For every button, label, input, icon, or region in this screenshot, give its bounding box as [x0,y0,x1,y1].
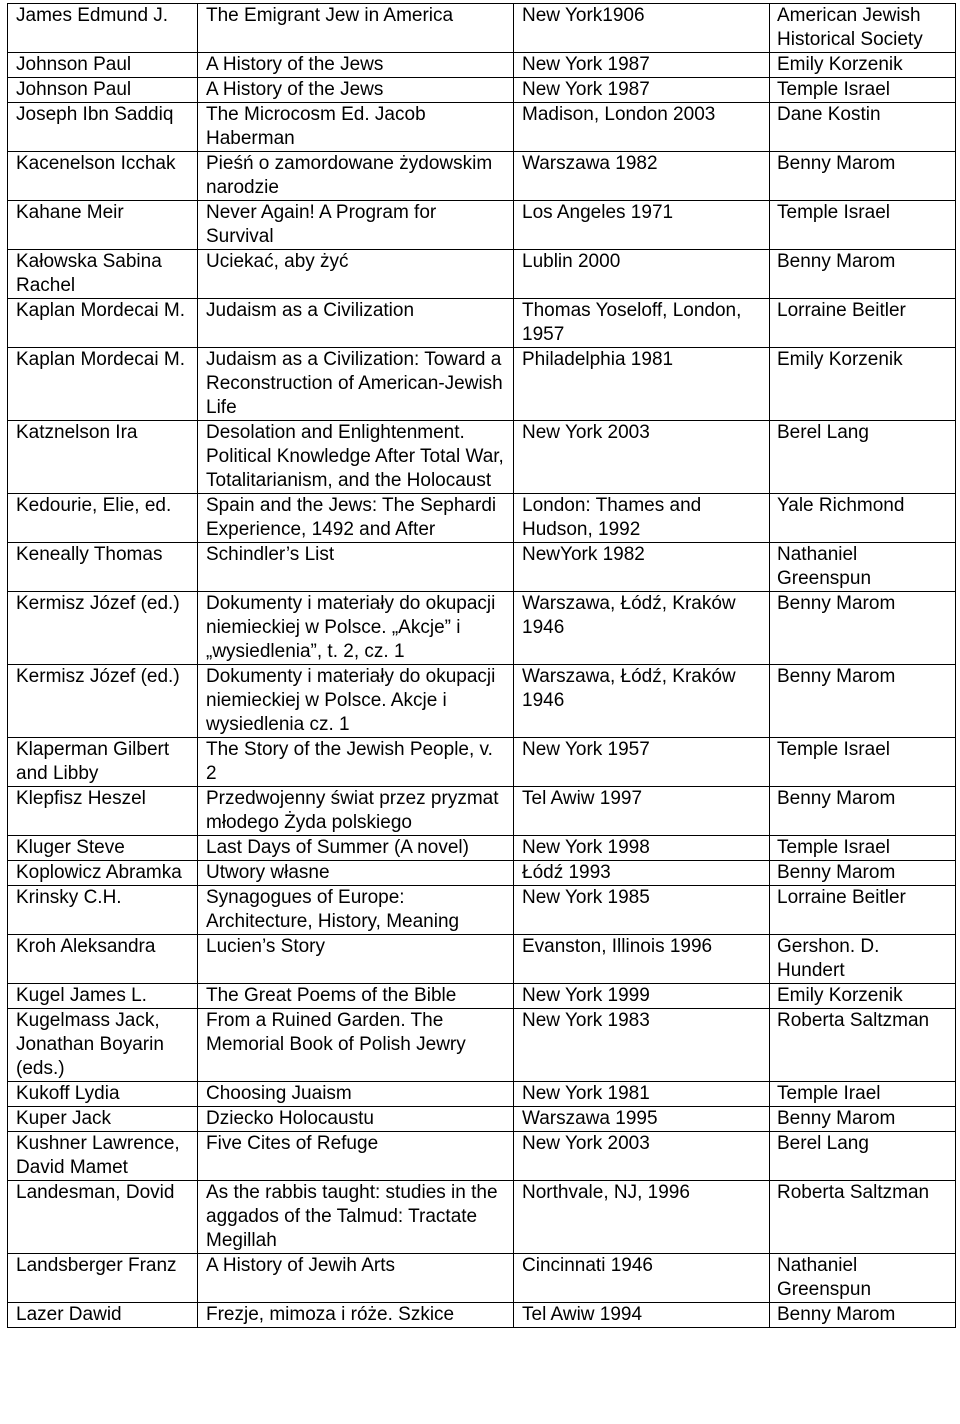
author-cell: James Edmund J. [8,4,198,53]
author-cell: Johnson Paul [8,53,198,78]
title-cell: Judaism as a Civilization [198,299,514,348]
table-row [8,53,956,78]
table-row [8,78,956,103]
publication-cell: Warszawa, Łódź, Kraków 1946 [514,665,770,738]
publication-cell: NewYork 1982 [514,543,770,592]
publication-cell: London: Thames and Hudson, 1992 [514,494,770,543]
publication-cell: Cincinnati 1946 [514,1254,770,1303]
publication-cell: Tel Awiw 1997 [514,787,770,836]
title-cell: Judaism as a Civilization: Toward a Reconstruction of American-Jewish Life [198,348,514,421]
table-row [8,4,956,53]
table-row [8,836,956,861]
table-row [8,201,956,250]
title-cell: Schindler’s List [198,543,514,592]
title-cell: A History of Jewih Arts [198,1254,514,1303]
author-cell: Landesman, Dovid [8,1181,198,1254]
author-cell: Landsberger Franz [8,1254,198,1303]
publication-cell: Tel Awiw 1994 [514,1303,770,1328]
author-cell: Kugel James L. [8,984,198,1009]
author-cell: Kushner Lawrence, David Mamet [8,1132,198,1181]
table-row [8,1107,956,1132]
title-cell: From a Ruined Garden. The Memorial Book of Polish Jewry [198,1009,514,1082]
donor-cell: Emily Korzenik [770,984,956,1009]
table-row [8,348,956,421]
publication-cell: New York1906 [514,4,770,53]
donor-cell: Temple Irael [770,1082,956,1107]
table-row [8,1181,956,1254]
donor-cell: Roberta Saltzman [770,1181,956,1254]
author-cell: Kahane Meir [8,201,198,250]
book-list-table [7,3,956,1328]
publication-cell: New York 1985 [514,886,770,935]
title-cell: Przedwojenny świat przez pryzmat młodego Żyda polskiego [198,787,514,836]
title-cell: As the rabbis taught: studies in the aggados of the Talmud: Tractate Megillah [198,1181,514,1254]
author-cell: Kuper Jack [8,1107,198,1132]
table-row [8,665,956,738]
publication-cell: New York 1981 [514,1082,770,1107]
donor-cell: Lorraine Beitler [770,886,956,935]
table-row [8,1254,956,1303]
author-cell: Krinsky C.H. [8,886,198,935]
donor-cell: Benny Marom [770,152,956,201]
donor-cell: Yale Richmond [770,494,956,543]
title-cell: Desolation and Enlightenment. Political Knowledge After Total War, Totalitarianism, and the Holocaust [198,421,514,494]
donor-cell: Berel Lang [770,421,956,494]
donor-cell: Lorraine Beitler [770,299,956,348]
donor-cell: Temple Israel [770,201,956,250]
publication-cell: Evanston, Illinois 1996 [514,935,770,984]
title-cell: Synagogues of Europe: Architecture, History, Meaning [198,886,514,935]
publication-cell: New York 1983 [514,1009,770,1082]
publication-cell: Madison, London 2003 [514,103,770,152]
table-row [8,738,956,787]
table-row [8,103,956,152]
table-row [8,1082,956,1107]
author-cell: Kaplan Mordecai M. [8,299,198,348]
author-cell: Kugelmass Jack, Jonathan Boyarin (eds.) [8,1009,198,1082]
table-row [8,1009,956,1082]
publication-cell: New York 2003 [514,1132,770,1181]
table-row [8,984,956,1009]
author-cell: Kałowska Sabina Rachel [8,250,198,299]
publication-cell: New York 2003 [514,421,770,494]
publication-cell: New York 1957 [514,738,770,787]
title-cell: Uciekać, aby żyć [198,250,514,299]
author-cell: Kermisz Józef (ed.) [8,665,198,738]
donor-cell: Dane Kostin [770,103,956,152]
table-row [8,421,956,494]
title-cell: Five Cites of Refuge [198,1132,514,1181]
table-row [8,1132,956,1181]
donor-cell: Benny Marom [770,1107,956,1132]
donor-cell: Temple Israel [770,836,956,861]
donor-cell: Gershon. D. Hundert [770,935,956,984]
author-cell: Kacenelson Icchak [8,152,198,201]
title-cell: A History of the Jews [198,78,514,103]
donor-cell: Temple Israel [770,78,956,103]
donor-cell: Berel Lang [770,1132,956,1181]
donor-cell: Benny Marom [770,592,956,665]
publication-cell: New York 1999 [514,984,770,1009]
author-cell: Klaperman Gilbert and Libby [8,738,198,787]
donor-cell: Benny Marom [770,861,956,886]
donor-cell: Benny Marom [770,250,956,299]
title-cell: Dziecko Holocaustu [198,1107,514,1132]
publication-cell: Los Angeles 1971 [514,201,770,250]
donor-cell: Emily Korzenik [770,53,956,78]
title-cell: The Story of the Jewish People, v. 2 [198,738,514,787]
book-list-body [8,4,956,1328]
table-row [8,543,956,592]
title-cell: Pieśń o zamordowane żydowskim narodzie [198,152,514,201]
title-cell: The Great Poems of the Bible [198,984,514,1009]
author-cell: Kukoff Lydia [8,1082,198,1107]
title-cell: Spain and the Jews: The Sephardi Experience, 1492 and After [198,494,514,543]
donor-cell: Benny Marom [770,787,956,836]
publication-cell: Warszawa, Łódź, Kraków 1946 [514,592,770,665]
title-cell: A History of the Jews [198,53,514,78]
table-row [8,152,956,201]
publication-cell: New York 1987 [514,78,770,103]
table-row [8,494,956,543]
publication-cell: Łódź 1993 [514,861,770,886]
author-cell: Kermisz Józef (ed.) [8,592,198,665]
publication-cell: New York 1987 [514,53,770,78]
table-row [8,250,956,299]
donor-cell: Nathaniel Greenspun [770,1254,956,1303]
donor-cell: Benny Marom [770,665,956,738]
table-row [8,592,956,665]
author-cell: Klepfisz Heszel [8,787,198,836]
table-row [8,299,956,348]
title-cell: Lucien’s Story [198,935,514,984]
author-cell: Johnson Paul [8,78,198,103]
table-row [8,935,956,984]
author-cell: Katznelson Ira [8,421,198,494]
publication-cell: Warszawa 1995 [514,1107,770,1132]
publication-cell: Thomas Yoseloff, London, 1957 [514,299,770,348]
author-cell: Kaplan Mordecai M. [8,348,198,421]
publication-cell: Northvale, NJ, 1996 [514,1181,770,1254]
donor-cell: Benny Marom [770,1303,956,1328]
author-cell: Kroh Aleksandra [8,935,198,984]
donor-cell: Nathaniel Greenspun [770,543,956,592]
table-row [8,1303,956,1328]
title-cell: Dokumenty i materiały do okupacji niemieckiej w Polsce. „Akcje” i „wysiedlenia”, t. 2, cz. 1 [198,592,514,665]
donor-cell: Temple Israel [770,738,956,787]
publication-cell: New York 1998 [514,836,770,861]
title-cell: Dokumenty i materiały do okupacji niemieckiej w Polsce. Akcje i wysiedlenia cz. 1 [198,665,514,738]
title-cell: Choosing Juaism [198,1082,514,1107]
title-cell: The Microcosm Ed. Jacob Haberman [198,103,514,152]
author-cell: Joseph Ibn Saddiq [8,103,198,152]
title-cell: Never Again! A Program for Survival [198,201,514,250]
table-row [8,861,956,886]
author-cell: Kedourie, Elie, ed. [8,494,198,543]
author-cell: Kluger Steve [8,836,198,861]
title-cell: Frezje, mimoza i róże. Szkice [198,1303,514,1328]
table-row [8,787,956,836]
author-cell: Koplowicz Abramka [8,861,198,886]
donor-cell: Roberta Saltzman [770,1009,956,1082]
title-cell: Utwory własne [198,861,514,886]
publication-cell: Philadelphia 1981 [514,348,770,421]
author-cell: Lazer Dawid [8,1303,198,1328]
title-cell: The Emigrant Jew in America [198,4,514,53]
donor-cell: American Jewish Historical Society [770,4,956,53]
publication-cell: Lublin 2000 [514,250,770,299]
table-row [8,886,956,935]
author-cell: Keneally Thomas [8,543,198,592]
title-cell: Last Days of Summer (A novel) [198,836,514,861]
donor-cell: Emily Korzenik [770,348,956,421]
publication-cell: Warszawa 1982 [514,152,770,201]
